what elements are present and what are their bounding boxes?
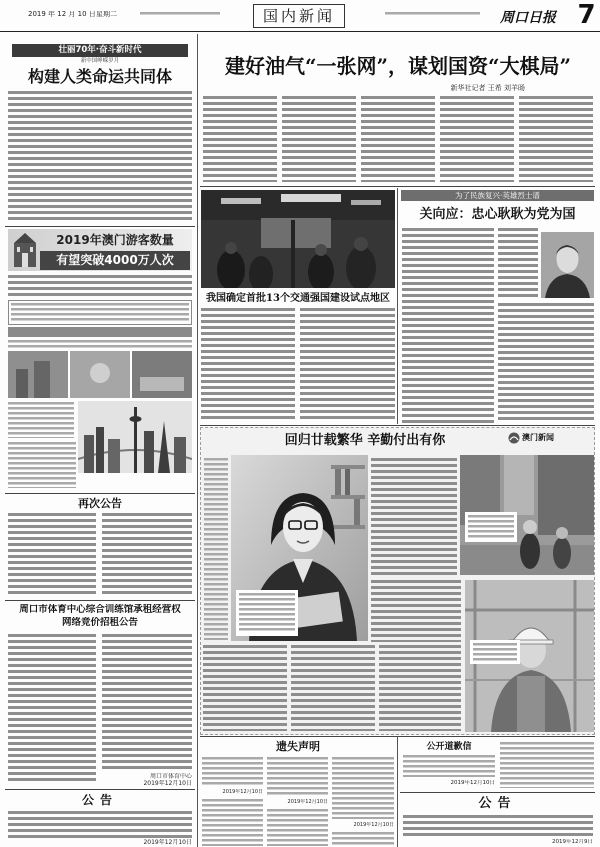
lost-notice-entry (267, 809, 328, 846)
series-subtitle: 新中国峥嵘岁月 (80, 58, 120, 64)
divider (200, 425, 595, 426)
macao-skyline-illustration (78, 401, 192, 473)
main-body-col2 (282, 96, 356, 182)
bottom-left-notice-title: 公告 (81, 793, 118, 807)
macao-visitors-headline-line1: 2019年澳门游客数量 (56, 233, 174, 247)
macao-feature-headline: 回归廿载繁华 辛勤付出有你 (284, 433, 446, 448)
tender-body-col1 (8, 634, 96, 784)
tender-date: 2019年12月10日 (143, 780, 192, 787)
tender-body-col2 (102, 634, 192, 770)
photo-caption-street (465, 512, 517, 542)
article-body-community (8, 91, 192, 223)
notice-again-body-col1 (8, 513, 96, 596)
lost-notice-entry (202, 799, 263, 846)
macao-visitors-headline-line2: 有望突破4000万人次 (40, 251, 190, 270)
tender-title-line1: 周口市体育中心综合训练馆承租经营权 (19, 604, 181, 615)
main-body-col5 (519, 96, 593, 182)
article-headline-community: 构建人类命运共同体 (27, 67, 172, 86)
macao-text-bottom-col1 (203, 645, 287, 731)
macao-visitors-body (8, 275, 192, 297)
macao-stats-text (8, 402, 74, 438)
issue-date: 2019 年 12 月 10 日 (28, 11, 96, 18)
transport-body-col2 (300, 308, 395, 422)
right-notice-date: 2019年12月9日 (552, 839, 593, 845)
divider (5, 493, 195, 494)
macao-photo-collage (8, 351, 192, 398)
hero-body-col2-top (498, 228, 538, 300)
bottom-left-notice-date: 2019年12月10日 (143, 839, 192, 846)
divider (5, 226, 195, 227)
divider (397, 736, 398, 847)
lost-notice-title: 遗失声明 (276, 740, 320, 753)
macao-text-bottom-col3 (379, 645, 461, 731)
bottom-left-notice-body (8, 811, 192, 838)
divider (5, 600, 195, 601)
tender-title-line2: 网络竞价招租公告 (61, 617, 138, 628)
main-body-col4 (440, 96, 514, 182)
divider (5, 789, 195, 790)
hero-headline: 关向应：忠心耿耿为党为国 (419, 207, 576, 222)
photo-night-crowd (201, 190, 395, 288)
section-title: 国内新闻 (253, 4, 345, 28)
main-body-col1 (203, 96, 277, 182)
macao-visitors-table (8, 300, 192, 325)
divider (400, 792, 595, 793)
photo-portrait-guan-xiangying (541, 232, 594, 298)
apology-title: 公开道歉信 (426, 742, 472, 752)
ruins-of-st-pauls-icon (11, 231, 39, 269)
macao-text-mid (371, 458, 457, 575)
hero-body-col1 (402, 228, 494, 423)
lost-notice-entry-date: 2019年12月10日 (287, 799, 328, 805)
lost-notice-entry-date: 2019年12月10日 (222, 789, 263, 795)
left-column-divider (197, 34, 198, 847)
apology-body-right (500, 742, 594, 788)
sub-banner (8, 327, 192, 337)
page-number: 7 (577, 0, 596, 30)
paper-name: 周口日报 (500, 10, 556, 26)
series-banner: 壮丽70年·奋斗新时代 (12, 44, 188, 57)
lost-notice-entry-date: 2019年12月10日 (353, 822, 394, 828)
lost-notice-entry (202, 757, 263, 787)
notice-again-title: 再次公告 (78, 497, 122, 510)
macao-stats-text-2 (8, 442, 76, 488)
right-notice-body (403, 815, 593, 838)
apology-date: 2019年12月10日 (450, 780, 495, 786)
macao-text-narrow (204, 458, 228, 640)
lost-notice-entry (267, 757, 328, 797)
main-body-col3 (361, 96, 435, 182)
macao-news-logo: 澳门新闻 (522, 433, 554, 442)
editor-credits (140, 12, 220, 16)
macao-text-bottom-col2 (291, 645, 375, 731)
main-byline: 新华社记者 王希 刘羊旸 (450, 84, 525, 92)
contact-line (385, 12, 480, 16)
sub-body (8, 340, 192, 349)
divider (397, 188, 398, 424)
transport-body-col1 (201, 308, 295, 422)
apology-body (403, 755, 495, 777)
header-rule (0, 31, 600, 32)
notice-again-body-col2 (102, 513, 192, 596)
main-headline: 建好油气“一张网”，谋划国资“大棋局” (224, 54, 571, 78)
issue-weekday: 星期二 (96, 11, 117, 18)
hero-body-col2-bottom (498, 303, 594, 423)
photo-caption-worker (470, 640, 520, 664)
hero-series-banner: 为了民族复兴·英雄烈士谱 (401, 190, 594, 201)
photo-caption-woman (236, 590, 298, 636)
lost-notice-entry (332, 832, 394, 846)
divider (200, 186, 595, 187)
transport-headline: 我国确定首批13个交通强国建设试点地区 (206, 293, 390, 304)
tender-organization: 周口市体育中心 (149, 773, 192, 780)
macao-text-mid-lower (371, 580, 461, 642)
lost-notice-entry (332, 757, 394, 819)
right-notice-title: 公告 (478, 796, 517, 811)
macao-news-logo-icon (508, 432, 520, 444)
